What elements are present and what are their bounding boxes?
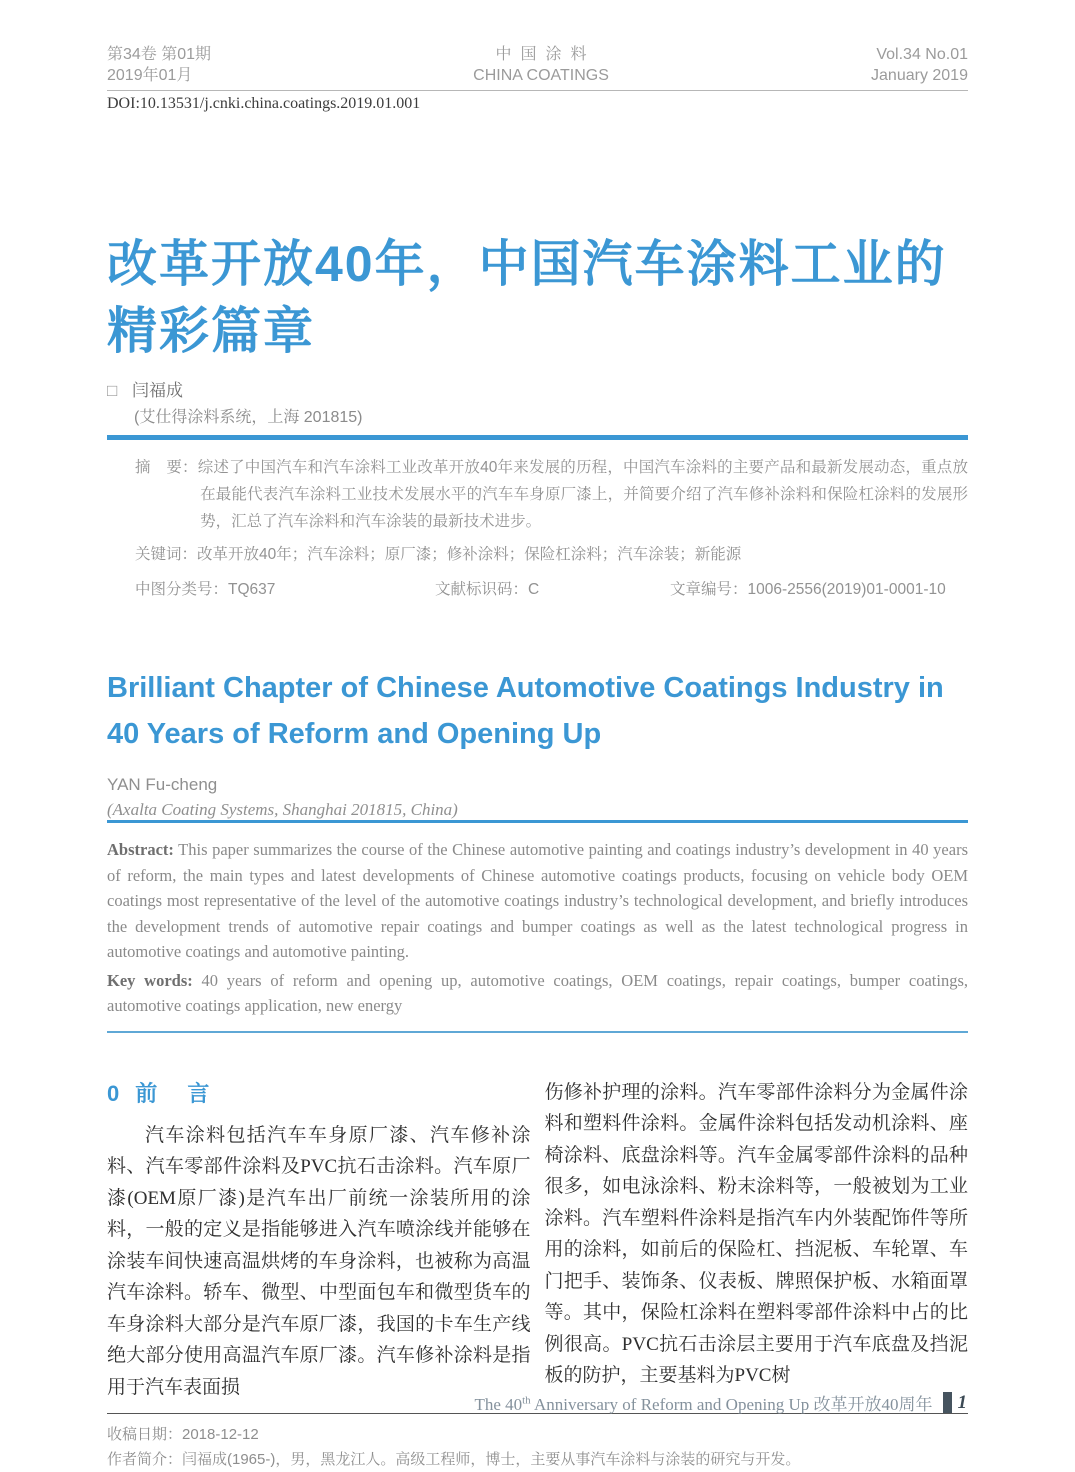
section-heading	[107, 1077, 531, 1108]
article-title-en: Brilliant Chapter of Chinese Automotive Coatings Industry in 40 Years of Reform and Opening Up	[107, 672, 944, 750]
article-id: 文章编号：1006-2556(2019)01-0001-10	[670, 581, 946, 598]
affiliation-en: (Axalta Coating Systems, Shanghai 201815, China)	[107, 800, 458, 819]
body-column-right	[545, 1077, 969, 1404]
header-divider	[107, 90, 968, 91]
keywords-en-text: 40 years of reform and opening up, automotive coatings, OEM coatings, repair coatings, bumper coatings, automotive coatings application, new energy	[107, 970, 968, 1015]
author-name-en: YAN Fu-cheng	[107, 775, 218, 794]
abstract-en-text: This paper summarizes the course of the Chinese automotive painting and coatings industry’s development in 40 years of reform, the main types and latest developments of Chinese automotive coatings products, focusing on vehicle body OEM coatings most representative of the level of the automotive coatings industry’s technological development, and briefly introduces the development trends of automotive repair coatings and bumper coatings as well as the latest technological progress in automotive coatings and automotive painting.	[107, 840, 968, 961]
abstract-en-label: Abstract:	[107, 840, 174, 859]
journal-name-block	[473, 44, 609, 86]
banner-ordinal-sup: th	[522, 1394, 531, 1407]
article-title-cn	[107, 231, 968, 365]
page-number: 1	[957, 1391, 967, 1413]
journal-name-en: CHINA COATINGS	[473, 67, 609, 84]
body-paragraph-left: 汽车涂料包括汽车车身原厂漆、汽车修补涂料、汽车零部件涂料及PVC抗石击涂料。汽车原厂漆(OEM原厂漆)是汽车出厂前统一涂装所用的涂料，一般的定义是指能够进入汽车喷涂线并能够在涂装车间快速高温烘烤的车身涂料，也被称为高温汽车涂料。轿车、微型、中型面包车和微型货车的车身涂料大部分是汽车原厂漆，我国的卡车生产线绝大部分使用高温汽车原厂漆。汽车修补涂料是指用于汽车表面损	[107, 1124, 531, 1398]
header-issue-block	[107, 44, 211, 86]
keywords-en	[107, 968, 968, 1019]
author-line	[107, 379, 968, 402]
issue-date-cn: 2019年01月	[107, 67, 193, 84]
page-number-bar-icon	[943, 1392, 952, 1413]
journal-name-cn: 中国涂料	[495, 46, 596, 63]
journal-header	[107, 44, 968, 86]
divider-blue-thin	[107, 1031, 968, 1033]
divider-blue-thick	[107, 435, 968, 440]
document-code: 文献标识码：C	[435, 581, 540, 598]
article-title-cn-line1: 改革开放40年，中国汽车涂料工业的	[107, 236, 947, 292]
issue-date-en: January 2019	[871, 67, 968, 84]
article-title-cn-line2: 精彩篇章	[107, 303, 315, 359]
abstract-cn-text: 摘 要：综述了中国汽车和汽车涂料工业改革开放40年来发展的历程，中国汽车涂料的主要产品和最新发展动态，重点放在最能代表汽车涂料工业技术发展水平的汽车车身原厂漆上，并简要介绍了汽车修补涂料和保险杠涂料的发展形势，汇总了汽车涂料和汽车涂装的最新技术进步。	[135, 459, 968, 530]
doi-text: DOI:10.13531/j.cnki.china.coatings.2019.01.001	[107, 95, 421, 112]
section-number: 0	[107, 1080, 122, 1106]
author-bio: 作者简介：闫福成(1965-)，男，黑龙江人。高级工程师，博士，主要从事汽车涂料与涂装的研究与开发。	[107, 1451, 801, 1468]
author-marker-icon: □	[107, 381, 118, 400]
abstract-cn-label: 摘 要：	[135, 459, 198, 476]
footnote-block	[107, 1422, 968, 1472]
author-name-cn: 闫福成	[132, 381, 184, 400]
keywords-en-label: Key words:	[107, 970, 193, 990]
affiliation-cn: (艾仕得涂料系统，上海 201815)	[134, 409, 363, 426]
body-paragraph-right: 伤修补护理的涂料。汽车零部件涂料分为金属件涂料和塑料件涂料。金属件涂料包括发动机涂料、座椅涂料、底盘涂料等。汽车金属零部件涂料的品种很多，如电泳涂料、粉末涂料等，一般被划为工业涂料。汽车塑料件涂料是指汽车内外装配饰件等所用的涂料，如前后的保险杠、挡泥板、车轮罩、车门把手、装饰条、仪表板、牌照保护板、水箱面罩等。其中，保险杠涂料在塑料零部件涂料中占的比例很高。PVC抗石击涂层主要用于汽车底盘及挡泥板的防护，主要基料为PVC树	[544, 1081, 968, 1386]
banner-text-cn: 改革开放40周年	[813, 1395, 933, 1414]
abstract-en	[107, 837, 968, 965]
banner-text-en: The 40th Anniversary of Reform and Opening Up 改革开放40周年	[474, 1394, 933, 1414]
clc-number: 中图分类号：TQ637	[135, 581, 276, 598]
divider-blue-mid	[107, 820, 968, 823]
page-footer-banner	[474, 1390, 967, 1415]
header-vol-block	[871, 44, 968, 86]
classification-row	[107, 577, 968, 599]
volume-issue: 第34卷 第01期	[107, 46, 212, 63]
received-date: 收稿日期：2018-12-12	[107, 1426, 259, 1443]
volume-en: Vol.34 No.01	[876, 46, 968, 63]
abstract-cn	[107, 454, 968, 535]
section-title: 前 言	[135, 1080, 222, 1106]
body-column-left	[107, 1077, 531, 1407]
keywords-cn: 关键词：改革开放40年；汽车涂料；原厂漆；修补涂料；保险杠涂料；汽车涂装；新能源	[135, 546, 742, 563]
